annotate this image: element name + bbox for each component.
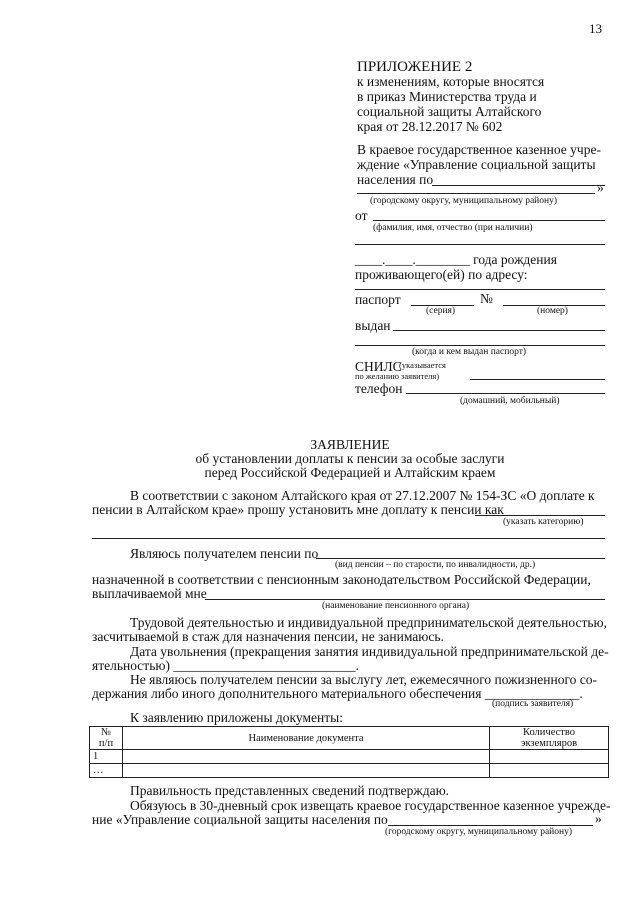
pension-type-field[interactable] <box>316 558 605 559</box>
hint-fio: (фамилия, имя, отчество (при наличии) <box>373 223 533 233</box>
quote-close: » <box>597 180 604 195</box>
birth-date: ____.____.________ года рождения <box>355 252 557 267</box>
hint-number: (номер) <box>537 306 568 316</box>
header-line-4: края от 28.12.2017 № 602 <box>357 119 503 134</box>
hint-phone: (домашний, мобильный) <box>460 396 560 406</box>
header-name: Наименование документа <box>123 727 490 750</box>
appendix-title: ПРИЛОЖЕНИЕ 2 <box>357 59 473 75</box>
addressee-line-3: населения по <box>357 172 434 187</box>
p5-line-1: Не являюсь получателем пенсии за выслугу лет, ежемесячного пожизненного со- <box>130 672 598 687</box>
snils-field[interactable] <box>470 379 605 380</box>
hint-issued: (когда и кем выдан паспорт) <box>412 347 527 357</box>
p5-line-2: держания либо иного дополнительного материального обеспечения ______________. <box>92 686 583 701</box>
confirm-text: Правильность представленных сведений подтверждаю. <box>130 783 450 798</box>
number-sign: № <box>480 291 493 306</box>
hint-pension: (вид пенсии – по старости, по инвалидности, др.) <box>335 560 536 570</box>
oblige-line-1: Обязуюсь в 30-дневный срок извещать краевое государственное казенное учрежде- <box>130 798 611 813</box>
snils-hint-2: по желанию заявителя) <box>355 371 440 381</box>
table-row <box>90 764 609 778</box>
p1-line-2: пенсии в Алтайском крае» прошу установить мне доплату к пенсии как <box>92 502 504 517</box>
header-line-2: в приказ Министерства труда и <box>357 89 537 104</box>
addressee-line-1: В краевое государственное казенное учре- <box>357 142 601 157</box>
p2-line-3: выплачиваемой мне <box>92 586 207 601</box>
district-field-1[interactable] <box>432 185 605 186</box>
table-header-row <box>90 727 609 750</box>
p1-line-1: В соответствии с законом Алтайского края от 27.12.2007 № 154-ЗС «О доплате к <box>130 488 595 503</box>
hint-organ: (наименование пенсионного органа) <box>322 601 470 611</box>
pension-organ-field[interactable] <box>205 599 605 600</box>
fio-field-1[interactable] <box>373 220 605 221</box>
document-title: ЗАЯВЛЕНИЕ <box>310 437 390 452</box>
oblige-line-2: ние «Управление социальной защиты населения по <box>92 812 388 827</box>
issued-label: выдан <box>355 318 391 333</box>
page-number: 13 <box>589 21 602 36</box>
header-qty: Количество экземпляров <box>490 727 609 750</box>
footer-district-field[interactable] <box>388 825 593 826</box>
from-label: от <box>355 208 368 223</box>
p2-line-1: Являюсь получателем пенсии по <box>130 546 319 561</box>
address-field-1[interactable] <box>355 289 605 290</box>
row-1-no: 1 <box>90 750 123 764</box>
row-2-name[interactable] <box>123 764 490 778</box>
row-2-no: … <box>90 764 123 778</box>
issued-field-2[interactable] <box>355 345 605 346</box>
hint-district: (городскому округу, муниципальному району) <box>370 196 558 206</box>
phone-field[interactable] <box>406 393 605 394</box>
snils-label: СНИЛС <box>355 359 402 374</box>
residing-label: проживающего(ей) по адресу: <box>355 267 528 282</box>
header-line-3: социальной защиты Алтайского <box>357 104 542 119</box>
table-row <box>90 750 609 764</box>
category-field-2[interactable] <box>92 538 605 539</box>
p3-line-1: Трудовой деятельностью и индивидуальной предпринимательской деятельностью, <box>130 615 607 630</box>
hint-signature: (подпись заявителя) <box>492 699 574 709</box>
category-field-1[interactable] <box>475 515 605 516</box>
p4-line-2: ятельностью) ___________________________. <box>92 658 359 673</box>
addressee-line-2: ждение «Управление социальной защиты <box>357 157 596 172</box>
snils-hint-1: (указывается <box>399 360 446 370</box>
hint-series: (серия) <box>426 306 456 316</box>
row-2-qty[interactable] <box>490 764 609 778</box>
district-field-2[interactable] <box>357 193 595 194</box>
document-subtitle-1: об установлении доплаты к пенсии за особые заслуги <box>195 451 505 466</box>
documents-table <box>89 726 609 778</box>
attached-label: К заявлению приложены документы: <box>130 710 343 725</box>
row-1-qty[interactable] <box>490 750 609 764</box>
document-subtitle-2: перед Российской Федерацией и Алтайским краем <box>204 465 496 480</box>
phone-label: телефон <box>355 381 403 396</box>
passport-label: паспорт <box>355 292 401 307</box>
p3-line-2: засчитываемой в стаж для назначения пенсии, не занимаюсь. <box>92 629 444 644</box>
issued-field-1[interactable] <box>393 330 605 331</box>
hint-category: (указать категорию) <box>503 517 584 527</box>
footer-quote-close: » <box>595 811 602 826</box>
p2-line-2: назначенной в соответствии с пенсионным законодательством Российской Федерации, <box>92 572 591 587</box>
fio-field-2[interactable] <box>355 244 605 245</box>
row-1-name[interactable] <box>123 750 490 764</box>
header-no: № п/п <box>90 727 123 750</box>
p4-line-1: Дата увольнения (прекращения занятия индивидуальной предпринимательской де- <box>130 644 609 659</box>
footer-hint-district: (городскому округу, муниципальному району) <box>385 827 573 837</box>
header-line-1: к изменениям, которые вносятся <box>357 74 545 89</box>
